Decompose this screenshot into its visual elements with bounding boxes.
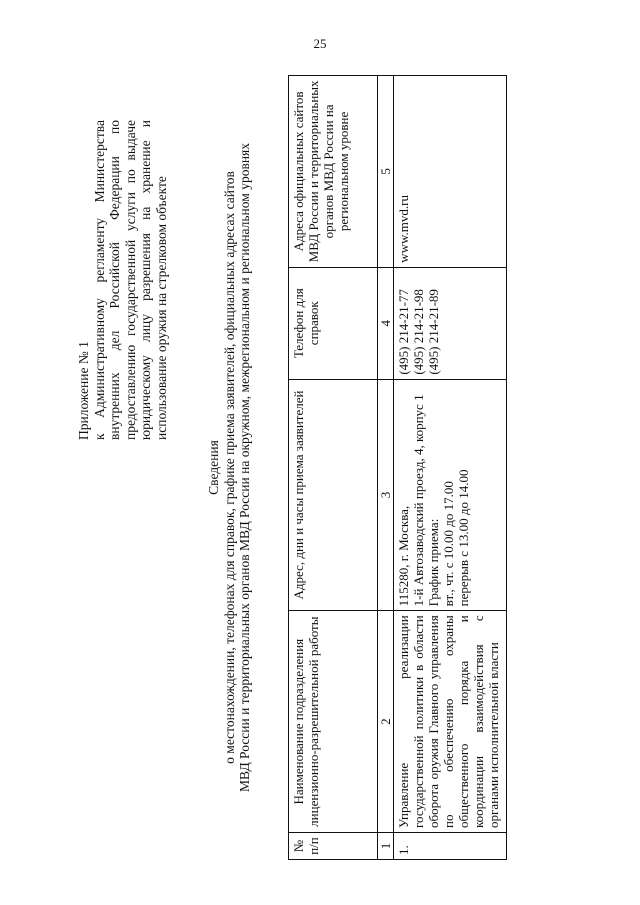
row-unit-name: Управление реализации государственной политики в области оборота оружия Главного управления по обеспечению охраны общественного порядка и координации взаимодействия с органами исполнительной власти — [394, 611, 507, 833]
row-phones — [394, 267, 507, 379]
address-line: 1-й Автозаводский проезд, 4, корпус 1 — [411, 394, 426, 607]
column-number: 3 — [378, 379, 394, 611]
rotated-landscape-content — [76, 60, 601, 875]
document-heading — [206, 60, 253, 875]
heading-title: Сведения — [206, 440, 221, 495]
row-address — [394, 379, 507, 611]
header-num: № п/п — [289, 833, 378, 860]
column-number: 5 — [378, 76, 394, 268]
column-number: 2 — [378, 611, 394, 833]
phone-number: (495) 214-21-77 — [396, 289, 411, 375]
page-number: 25 — [313, 36, 327, 51]
row-number: 1. — [394, 833, 507, 860]
heading-subtitle-line1: о местонахождении, телефонах для справок, графике приема заявителей, официальных адресах сайтов — [221, 171, 237, 764]
column-number: 1 — [378, 833, 394, 860]
column-number: 4 — [378, 267, 394, 379]
header-name: Наименование подразделения лицензионно-разрешительной работы — [289, 611, 378, 833]
row-website: www.mvd.ru — [394, 76, 507, 268]
appendix-text: к Административному регламенту Министерства внутренних дел Российской Федерации по предоставлению государственной услуги по выдаче юридическому лицу разрешения на хранение и использование оружия на стрелковом объекте — [91, 120, 169, 440]
address-line: вт., чт. с 10.00 до 17.00 — [441, 481, 456, 607]
header-website: Адреса официальных сайтов МВД России и территориальных органов МВД России на региональном уровне — [289, 76, 378, 268]
phone-number: (495) 214-21-98 — [411, 289, 426, 375]
column-number-row — [378, 76, 394, 860]
table-row — [394, 76, 507, 860]
address-line: График приема: — [426, 518, 441, 607]
offices-table — [288, 75, 507, 860]
header-phone: Телефон для справок — [289, 267, 378, 379]
phone-number: (495) 214-21-89 — [426, 289, 441, 375]
appendix-title: Приложение № 1 — [76, 341, 91, 440]
address-line: перерыв с 13.00 до 14.00 — [456, 469, 471, 607]
appendix-block — [76, 120, 169, 440]
address-line: 115280, г. Москва, — [396, 505, 411, 607]
header-address: Адрес, дни и часы приема заявителей — [289, 379, 378, 611]
heading-subtitle-line2: МВД России и территориальных органов МВД России на окружном, межрегиональном и региональном уровнях — [237, 143, 252, 793]
table-header-row — [289, 76, 378, 860]
